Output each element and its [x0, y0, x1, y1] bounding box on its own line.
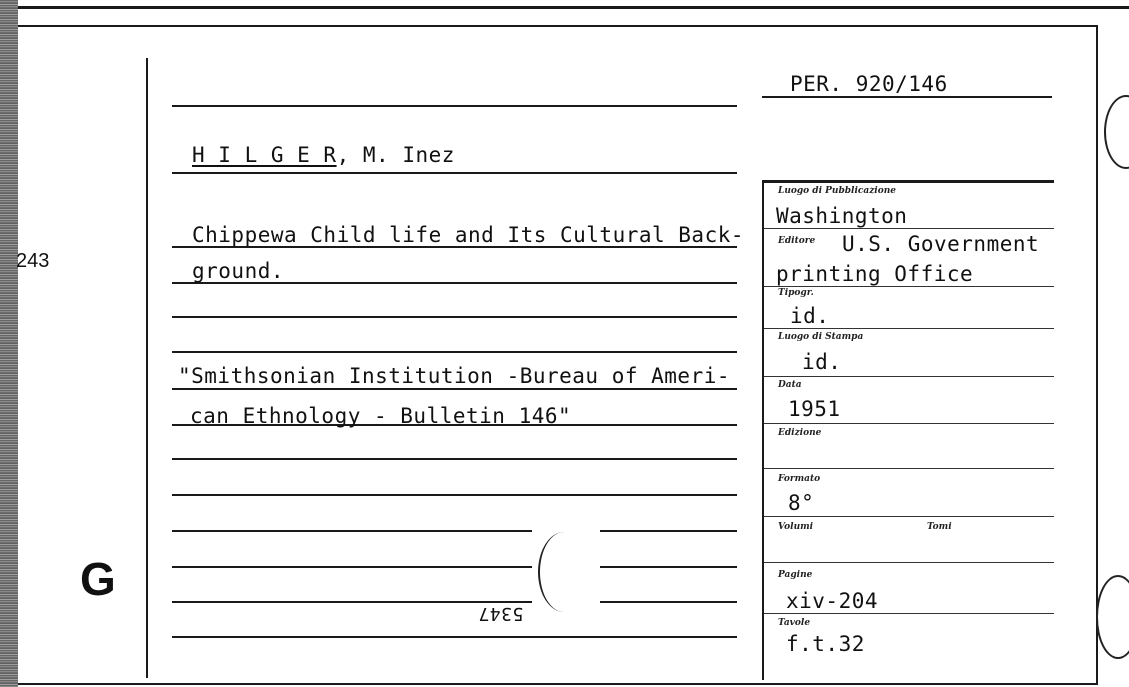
- section-letter: G: [80, 553, 116, 605]
- place-value: Washington: [776, 204, 908, 228]
- tomes-label: Tomi: [927, 522, 952, 532]
- ruled-line: [172, 388, 737, 390]
- stamp-number: 5347: [478, 603, 524, 624]
- series-line-1: "Smithsonian Institution -Bureau of Ameri-: [178, 364, 731, 388]
- ruled-line: [172, 636, 737, 638]
- publisher-line-1: U.S. Government: [842, 232, 1040, 256]
- ruled-line: [172, 566, 532, 568]
- plates-label: Tavole: [778, 618, 811, 628]
- title-line-1: Chippewa Child life and Its Cultural Back-: [192, 223, 745, 247]
- right-edge: [1096, 25, 1098, 685]
- field-rule: [764, 468, 1054, 469]
- date-value: 1951: [788, 397, 841, 421]
- top-edge: [18, 6, 1129, 9]
- format-label: Formato: [778, 474, 821, 484]
- field-rule: [764, 516, 1054, 517]
- punch-hole-top: [1104, 95, 1129, 169]
- field-rule: [764, 328, 1054, 329]
- ruled-line: [600, 601, 737, 603]
- printer-label: Tipogr.: [778, 288, 814, 298]
- margin-number: 243: [16, 250, 50, 272]
- publisher-label: Editore: [778, 236, 816, 246]
- pages-value: xiv-204: [786, 589, 879, 613]
- ruled-line: [600, 530, 737, 532]
- plates-value: f.t.32: [786, 632, 865, 656]
- left-margin-rule: [146, 58, 148, 678]
- ruled-line: [600, 566, 737, 568]
- author-separator: ,: [336, 143, 350, 167]
- pages-label: Pagine: [778, 570, 813, 580]
- print-place-value: id.: [802, 350, 842, 374]
- ruled-line: [172, 458, 737, 460]
- field-panel-top-border: [762, 180, 1054, 183]
- author-heading: [192, 143, 455, 167]
- stamp-arc: [538, 532, 590, 612]
- top-edge-inner: [18, 25, 1098, 27]
- printer-value: id.: [790, 304, 830, 328]
- field-rule: [764, 562, 1054, 563]
- volumes-label: Volumi: [778, 522, 814, 532]
- field-rule: [764, 613, 1054, 614]
- author-surname: H I L G E R: [192, 143, 337, 167]
- series-line-2: can Ethnology - Bulletin 146": [190, 404, 572, 428]
- field-rule: [764, 228, 1054, 229]
- print-place-label: Luogo di Stampa: [778, 332, 864, 342]
- field-panel-left-border: [762, 180, 764, 680]
- field-rule: [764, 423, 1054, 424]
- left-binding-edge: [0, 0, 18, 687]
- shelfmark-rule: [762, 96, 1052, 98]
- format-value: 8°: [788, 491, 815, 515]
- ruled-line: [172, 105, 737, 107]
- edition-label: Edizione: [778, 428, 822, 438]
- field-rule: [764, 286, 1054, 287]
- date-label: Data: [778, 380, 802, 390]
- place-label: Luogo di Pubblicazione: [778, 186, 896, 196]
- publisher-line-2: printing Office: [776, 262, 974, 286]
- shelfmark: PER. 920/146: [790, 72, 948, 96]
- ruled-line: [172, 494, 737, 496]
- author-forenames: M. Inez: [362, 143, 455, 167]
- ruled-line: [172, 351, 737, 353]
- ruled-line: [172, 316, 737, 318]
- title-line-2: ground.: [192, 259, 285, 283]
- ruled-line: [172, 172, 737, 174]
- ruled-line: [172, 530, 532, 532]
- punch-hole-bottom: [1096, 575, 1129, 659]
- bottom-edge: [18, 683, 1098, 685]
- field-rule: [764, 376, 1054, 377]
